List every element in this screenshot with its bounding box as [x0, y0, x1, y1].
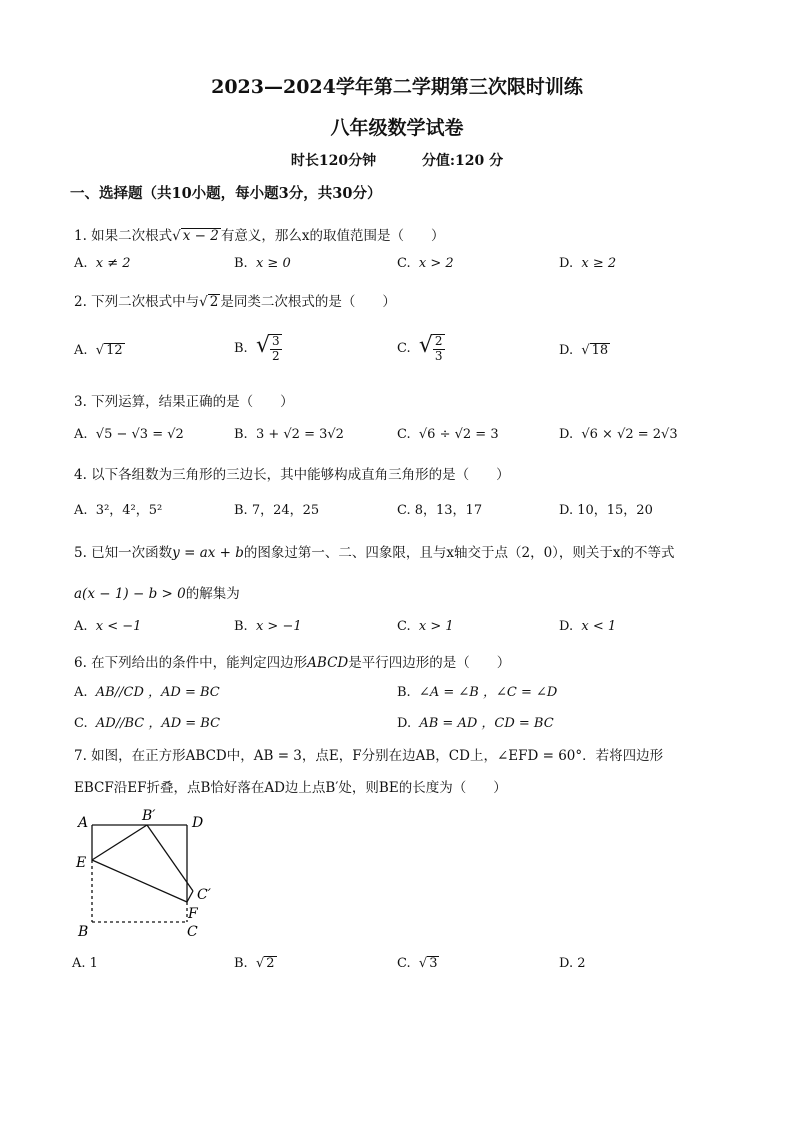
q4-option-a: A. 3²，4²，5²: [74, 503, 163, 518]
question-7-line1: 7. 如图，在正方形ABCD中，AB = 3，点E，F分别在边AB，CD上，∠EFD = 60°．若将四边形: [74, 748, 664, 764]
q3-option-a: A. √5 − √3 = √2: [74, 427, 184, 442]
label-b: B: [78, 924, 89, 940]
q3-option-b: B. 3 + √2 = 3√2: [234, 427, 344, 442]
label-d: D: [192, 815, 204, 831]
q2-option-b: B. √ $\frac{3}{2}$: [234, 333, 282, 363]
label-c-prime: C′: [197, 887, 211, 903]
label-f: F: [188, 906, 198, 922]
duration-label: 时长120分钟: [290, 153, 377, 169]
q6-option-d: D. AB = AD ，CD = BC: [397, 716, 554, 731]
q7-fold-figure: [70, 805, 240, 945]
q4-option-c: C. 8，13，17: [397, 503, 483, 518]
question-4-stem: 4. 以下各组数为三角形的三边长，其中能够构成直角三角形的是（ ）: [74, 467, 510, 483]
label-b-prime: B′: [142, 808, 156, 824]
q5-option-a: A. x < −1: [74, 619, 142, 634]
q4-option-d: D. 10，15，20: [559, 503, 653, 518]
q2-option-c: C. √ $\frac{2}{3}$: [397, 333, 445, 363]
q6-option-b: B. ∠A = ∠B ，∠C = ∠D: [397, 685, 558, 700]
label-e: E: [76, 855, 87, 871]
q3-option-d: D. √6 × √2 = 2√3: [559, 427, 678, 442]
exam-subtitle: 八年级数学试卷: [330, 117, 464, 139]
question-7-line2: EBCF沿EF折叠，点B恰好落在AD边上点B′处，则BE的长度为（ ）: [74, 780, 507, 796]
q6-option-c: C. AD//BC ，AD = BC: [74, 716, 221, 731]
q2-option-a: A. √ 12: [74, 343, 125, 358]
question-5-inequality: a(x − 1) − b > 0的解集为: [74, 586, 240, 602]
exam-meta: [0, 150, 794, 170]
q6-option-a: A. AB//CD ，AD = BC: [74, 685, 220, 700]
question-1-stem: [74, 224, 445, 244]
q1-pre: 1. 如果二次根式: [74, 228, 173, 244]
section-heading: 一、选择题（共10小题，每小题3分，共30分）: [70, 185, 382, 202]
question-5-stem: 5. 已知一次函数y = ax + b的图象过第一、二、四象限，且与x轴交于点（2，0），则关于x的不等式: [74, 545, 675, 561]
score-label: 分值:120 分: [421, 153, 504, 169]
q1-option-b: B. x ≥ 0: [234, 256, 291, 271]
q3-option-c: C. √6 ÷ √2 = 3: [397, 427, 499, 442]
edge-ef: [92, 860, 187, 902]
q4-option-b: B. 7，24，25: [234, 503, 320, 518]
q5-option-d: D. x < 1: [559, 619, 617, 634]
edge-b-prime-c-prime: [147, 825, 193, 891]
q7-option-d: D. 2: [559, 956, 586, 971]
q1-option-d: D. x ≥ 2: [559, 256, 617, 271]
q1-option-c: C. x > 2: [397, 256, 454, 271]
q7-option-c: C. √ 3: [397, 956, 439, 971]
q1-post: 有意义，那么x的取值范围是（ ）: [220, 228, 445, 244]
q2-option-d: D. √ 18: [559, 343, 610, 358]
edge-eb-prime: [92, 825, 147, 860]
question-6-stem: 6. 在下列给出的条件中，能判定四边形ABCD是平行四边形的是（ ）: [74, 655, 511, 671]
label-a: A: [78, 815, 89, 831]
question-3-stem: 3. 下列运算，结果正确的是（ ）: [74, 394, 294, 410]
edge-c-prime-f: [187, 891, 193, 902]
q1-option-a: A. x ≠ 2: [74, 256, 131, 271]
q5-option-b: B. x > −1: [234, 619, 302, 634]
q5-option-c: C. x > 1: [397, 619, 454, 634]
q7-option-b: B. √ 2: [234, 956, 277, 971]
q7-option-a: A. 1: [72, 956, 98, 971]
q1-radicand: x − 2: [182, 228, 219, 244]
question-2-stem: 2. 下列二次根式中与√ 2 是同类二次根式的是（ ）: [74, 290, 396, 310]
exam-title: 2023—2024学年第二学期第三次限时训练: [211, 76, 583, 98]
label-c: C: [187, 924, 198, 940]
